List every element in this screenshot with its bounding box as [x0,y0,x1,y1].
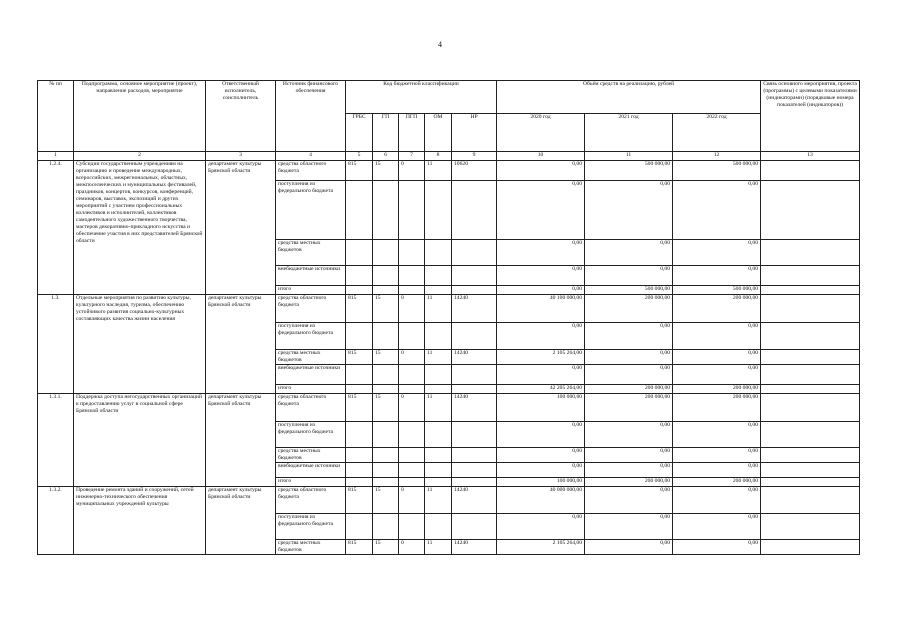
amount-2020-cell: 0,00 [497,323,585,350]
col-number: 8 [425,152,452,161]
amount-2020-cell: 0,00 [497,514,585,540]
section-number: 1.3.2. [38,487,74,555]
om-cell [425,448,452,463]
amount-2020-cell: 0,00 [497,365,585,385]
pgp-cell: 0 [399,540,425,555]
header-program: Подпрограмма, основное мероприятие (проект), направление расходов, мероприятие [74,81,206,152]
amount-2022-cell: 0,00 [673,240,761,266]
nr-cell [452,422,497,448]
header-pgp: ПГП [399,114,425,152]
col-number: 13 [761,152,860,161]
om-cell [425,463,452,478]
gp-cell [373,365,399,385]
pgp-cell [399,463,425,478]
nr-cell [452,385,497,394]
section-executor: департамент культуры Брянской области [206,161,276,295]
grbs-cell: 815 [346,295,373,323]
amount-2021-cell: 0,00 [585,540,673,555]
gp-cell [373,266,399,286]
indicator-link-cell [761,365,860,385]
nr-cell [452,514,497,540]
indicator-link-cell [761,394,860,422]
source-cell: внебюджетные источники [276,266,346,286]
om-cell: 11 [425,540,452,555]
pgp-cell: 0 [399,487,425,514]
gp-cell: 15 [373,540,399,555]
nr-cell: 14240 [452,487,497,514]
amount-2022-cell: 0,00 [673,463,761,478]
om-cell [425,266,452,286]
grbs-cell [346,385,373,394]
nr-cell: 14240 [452,394,497,422]
header-source: Источник финансового обеспечения [276,81,346,152]
amount-2021-cell: 0,00 [585,323,673,350]
om-cell [425,422,452,448]
om-cell: 11 [425,350,452,365]
amount-2020-cell: 0,00 [497,286,585,295]
nr-cell: 10620 [452,161,497,181]
indicator-link-cell [761,487,860,514]
nr-cell: 14240 [452,540,497,555]
section-executor: департамент культуры Брянской области [206,487,276,555]
col-number: 7 [399,152,425,161]
gp-cell [373,448,399,463]
pgp-cell [399,266,425,286]
indicator-link-cell [761,463,860,478]
om-cell [425,365,452,385]
gp-cell [373,422,399,448]
gp-cell [373,385,399,394]
pgp-cell [399,422,425,448]
grbs-cell [346,266,373,286]
source-cell: поступления из федерального бюджета [276,323,346,350]
grbs-cell: 815 [346,394,373,422]
grbs-cell: 815 [346,161,373,181]
header-nr: НР [452,114,497,152]
table-row [38,161,860,181]
amount-2022-cell: 200 000,00 [673,385,761,394]
grbs-cell [346,240,373,266]
amount-2020-cell: 100 000,00 [497,478,585,487]
section-name: Проведение ремонта зданий и сооружений, сетей инженерно-технического обеспечения муниципальных учреждений культуры [74,487,206,555]
indicator-link-cell [761,295,860,323]
amount-2020-cell: 0,00 [497,266,585,286]
source-cell: внебюджетные источники [276,365,346,385]
amount-2020-cell: 0,00 [497,422,585,448]
om-cell: 11 [425,295,452,323]
gp-cell [373,463,399,478]
col-number: 6 [373,152,399,161]
col-number: 10 [497,152,585,161]
amount-2021-cell: 200 000,00 [585,295,673,323]
nr-cell: 14240 [452,350,497,365]
indicator-link-cell [761,181,860,240]
header-gp: ГП [373,114,399,152]
source-cell: средства областного бюджета [276,295,346,323]
om-cell [425,323,452,350]
column-number-row [38,152,860,161]
section-name: Поддержка доступа негосударственных организаций к предоставлению услуг в социальной сфере Брянской области [74,394,206,487]
amount-2021-cell: 0,00 [585,266,673,286]
section-number: 1.3.1. [38,394,74,487]
nr-cell [452,240,497,266]
section-name: Отдельные мероприятия по развитию культуры, культурного наследия, туризма, обеспечению устойчивого развития социально-культурных составляющих качества жизни населения [74,295,206,394]
amount-2021-cell: 200 000,00 [585,394,673,422]
amount-2021-cell: 500 000,00 [585,286,673,295]
pgp-cell [399,478,425,487]
amount-2022-cell: 0,00 [673,540,761,555]
om-cell [425,478,452,487]
section-executor: департамент культуры Брянской области [206,295,276,394]
gp-cell [373,323,399,350]
source-cell: внебюджетные источники [276,463,346,478]
col-number: 12 [673,152,761,161]
section-executor: департамент культуры Брянской области [206,394,276,487]
nr-cell [452,448,497,463]
section-name: Субсидии государственным учреждениям на организацию и проведение международных, всероссийских, межрегиональных, областных, межпоселенческих и муниципальных фестивалей, праздников, концертов, конкурсов, конференций, семинаров, выставок, экспозиций и других мероприятий с участием профессиональных коллективов и исполнителей, коллективов самодеятельного художественного творчества, мастеров декоративно-прикладного искусства и обеспечение участия в них представителей Брянской области [74,161,206,295]
indicator-link-cell [761,448,860,463]
grbs-cell [346,286,373,295]
source-cell: итого [276,286,346,295]
source-cell: средства местных бюджетов [276,540,346,555]
amount-2022-cell: 500 000,00 [673,286,761,295]
om-cell: 11 [425,161,452,181]
indicator-link-cell [761,540,860,555]
header-year-2020: 2020 год [497,114,585,152]
gp-cell [373,181,399,240]
amount-2022-cell: 0,00 [673,422,761,448]
source-cell: средства местных бюджетов [276,240,346,266]
om-cell [425,181,452,240]
grbs-cell [346,463,373,478]
gp-cell: 15 [373,350,399,365]
grbs-cell [346,448,373,463]
amount-2021-cell: 0,00 [585,240,673,266]
amount-2020-cell: 42 205 264,00 [497,385,585,394]
col-number: 11 [585,152,673,161]
amount-2021-cell: 0,00 [585,448,673,463]
header-year-2022: 2022 год [673,114,761,152]
gp-cell: 15 [373,295,399,323]
nr-cell: 14240 [452,295,497,323]
source-cell: средства областного бюджета [276,394,346,422]
gp-cell [373,478,399,487]
section-number: 1.3. [38,295,74,394]
header-executor: Ответственный исполнитель, соисполнитель [206,81,276,152]
header-num: № пп [38,81,74,152]
indicator-link-cell [761,350,860,365]
source-cell: поступления из федерального бюджета [276,422,346,448]
pgp-cell [399,385,425,394]
grbs-cell [346,181,373,240]
om-cell [425,240,452,266]
indicator-link-cell [761,422,860,448]
col-number: 5 [346,152,373,161]
pgp-cell [399,365,425,385]
source-cell: средства местных бюджетов [276,350,346,365]
amount-2021-cell: 200 000,00 [585,478,673,487]
amount-2020-cell: 2 105 264,00 [497,540,585,555]
amount-2020-cell: 40 000 000,00 [497,487,585,514]
om-cell [425,286,452,295]
col-number: 2 [74,152,206,161]
col-number: 3 [206,152,276,161]
nr-cell [452,365,497,385]
col-number: 9 [452,152,497,161]
amount-2022-cell: 0,00 [673,266,761,286]
header-budget-code: Код бюджетной классификации [346,81,497,114]
amount-2020-cell: 0,00 [497,240,585,266]
source-cell: средства местных бюджетов [276,448,346,463]
indicator-link-cell [761,514,860,540]
section-number: 1.2.4. [38,161,74,295]
indicator-link-cell [761,385,860,394]
page-number: 4 [438,40,442,49]
header-link: Связь основного мероприятия, проекта (программы) с целевыми показателями (индикаторами) (порядковые номера показателей (индикаторов)) [761,81,860,152]
gp-cell: 15 [373,394,399,422]
source-cell: средства областного бюджета [276,161,346,181]
nr-cell [452,323,497,350]
om-cell: 11 [425,487,452,514]
grbs-cell [346,323,373,350]
indicator-link-cell [761,323,860,350]
table-row [38,394,860,422]
amount-2022-cell: 200 000,00 [673,478,761,487]
om-cell [425,385,452,394]
amount-2022-cell: 0,00 [673,350,761,365]
header-year-2021: 2021 год [585,114,673,152]
amount-2021-cell: 0,00 [585,514,673,540]
grbs-cell: 815 [346,487,373,514]
pgp-cell [399,323,425,350]
grbs-cell [346,365,373,385]
grbs-cell [346,478,373,487]
grbs-cell: 815 [346,540,373,555]
pgp-cell: 0 [399,161,425,181]
source-cell: поступления из федерального бюджета [276,181,346,240]
pgp-cell [399,448,425,463]
table-body [38,161,860,555]
amount-2021-cell: 0,00 [585,422,673,448]
indicator-link-cell [761,478,860,487]
amount-2021-cell: 0,00 [585,365,673,385]
indicator-link-cell [761,161,860,181]
amount-2021-cell: 200 000,00 [585,385,673,394]
grbs-cell: 815 [346,350,373,365]
gp-cell [373,240,399,266]
col-number: 1 [38,152,74,161]
amount-2020-cell: 0,00 [497,161,585,181]
pgp-cell: 0 [399,295,425,323]
amount-2020-cell: 0,00 [497,181,585,240]
indicator-link-cell [761,266,860,286]
header-om: ОМ [425,114,452,152]
indicator-link-cell [761,286,860,295]
source-cell: итого [276,478,346,487]
col-number: 4 [276,152,346,161]
source-cell: поступления из федерального бюджета [276,514,346,540]
nr-cell [452,266,497,286]
gp-cell: 15 [373,487,399,514]
pgp-cell [399,240,425,266]
amount-2021-cell: 0,00 [585,463,673,478]
amount-2022-cell: 500 000,00 [673,161,761,181]
pgp-cell: 0 [399,394,425,422]
nr-cell [452,463,497,478]
amount-2021-cell: 500 000,00 [585,161,673,181]
pgp-cell: 0 [399,350,425,365]
header-volume: Объём средств на реализацию, рублей [497,81,761,114]
pgp-cell [399,181,425,240]
indicator-link-cell [761,240,860,266]
budget-table [37,80,860,555]
amount-2022-cell: 200 000,00 [673,295,761,323]
table-row [38,295,860,323]
om-cell: 11 [425,394,452,422]
amount-2020-cell: 0,00 [497,463,585,478]
amount-2021-cell: 0,00 [585,350,673,365]
om-cell [425,514,452,540]
amount-2022-cell: 0,00 [673,487,761,514]
source-cell: итого [276,385,346,394]
nr-cell [452,181,497,240]
nr-cell [452,286,497,295]
pgp-cell [399,514,425,540]
amount-2022-cell: 0,00 [673,365,761,385]
amount-2022-cell: 0,00 [673,514,761,540]
gp-cell [373,286,399,295]
gp-cell [373,514,399,540]
amount-2020-cell: 100 000,00 [497,394,585,422]
gp-cell: 15 [373,161,399,181]
amount-2022-cell: 0,00 [673,181,761,240]
amount-2020-cell: 40 100 000,00 [497,295,585,323]
source-cell: средства областного бюджета [276,487,346,514]
amount-2022-cell: 0,00 [673,323,761,350]
grbs-cell [346,422,373,448]
table-header [38,81,860,161]
table-row [38,487,860,514]
pgp-cell [399,286,425,295]
amount-2022-cell: 0,00 [673,448,761,463]
grbs-cell [346,514,373,540]
nr-cell [452,478,497,487]
amount-2021-cell: 0,00 [585,181,673,240]
amount-2022-cell: 200 000,00 [673,394,761,422]
amount-2020-cell: 2 105 264,00 [497,350,585,365]
amount-2021-cell: 0,00 [585,487,673,514]
amount-2020-cell: 0,00 [497,448,585,463]
header-grbs: ГРБС [346,114,373,152]
